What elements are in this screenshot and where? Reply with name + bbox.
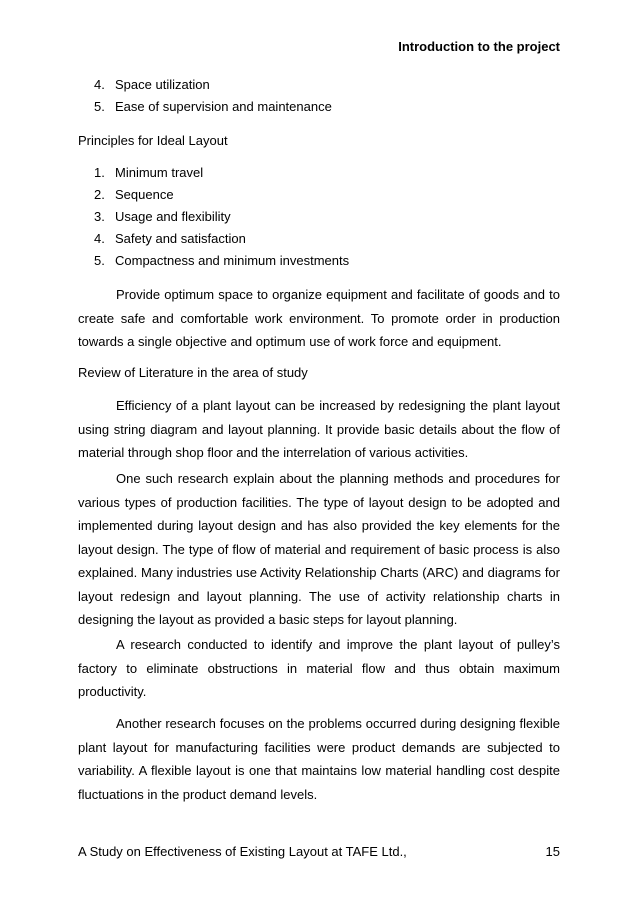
footer-title: A Study on Effectiveness of Existing Layout at TAFE Ltd., <box>78 844 407 859</box>
list-item-number: 1. <box>94 165 105 180</box>
list-item-text: Compactness and minimum investments <box>115 253 350 268</box>
list-item-number: 4. <box>94 231 105 246</box>
paragraph-optimum-space: Provide optimum space to organize equipment and facilitate of goods and to create safe and comfortable work environment. To promote order in production towards a single objective and optimum use of work force and equipment. <box>78 287 560 349</box>
list-item-number: 5. <box>94 99 105 114</box>
continued-list <box>94 74 332 118</box>
review-heading: Review of Literature in the area of study <box>78 365 308 380</box>
list-item-number: 2. <box>94 187 105 202</box>
list-item-text: Sequence <box>115 187 174 202</box>
paragraph-efficiency: Efficiency of a plant layout can be increased by redesigning the plant layout using string diagram and layout planning. It provide basic details about the flow of material through shop floor and the interrelation of various activities. <box>78 398 560 460</box>
list-item-number: 4. <box>94 77 105 92</box>
page-number: 15 <box>545 844 560 859</box>
list-item-number: 5. <box>94 253 105 268</box>
list-item <box>94 206 349 228</box>
list-item <box>94 250 349 272</box>
list-item <box>94 228 349 250</box>
principles-list <box>94 162 349 272</box>
list-item <box>94 74 332 96</box>
list-item-number: 3. <box>94 209 105 224</box>
paragraph-planning-methods: One such research explain about the planning methods and procedures for various types of production facilities. The type of layout design to be adopted and implemented during layout design and has also provided the key elements for the layout design. The type of flow of material and requirement of basic process is also explained. Many industries use Activity Relationship Charts (ARC) and diagrams for layout redesign and layout planning. The use of activity relationship charts in designing the layout as provided a basic steps for layout planning. <box>78 471 560 627</box>
list-item <box>94 162 349 184</box>
page-header: Introduction to the project <box>398 39 560 54</box>
principles-heading: Principles for Ideal Layout <box>78 133 228 148</box>
paragraph-flexible-layout: Another research focuses on the problems occurred during designing flexible plant layout for manufacturing facilities were product demands are subjected to variability. A flexible layout is one that maintains low material handling cost despite fluctuations in the product demand levels. <box>78 716 560 802</box>
paragraph-pulley-research: A research conducted to identify and improve the plant layout of pulley’s factory to eliminate obstructions in material flow and thus obtain maximum productivity. <box>78 637 560 699</box>
list-item <box>94 184 349 206</box>
list-item <box>94 96 332 118</box>
list-item-text: Space utilization <box>115 77 210 92</box>
list-item-text: Safety and satisfaction <box>115 231 246 246</box>
list-item-text: Usage and flexibility <box>115 209 231 224</box>
list-item-text: Ease of supervision and maintenance <box>115 99 332 114</box>
list-item-text: Minimum travel <box>115 165 204 180</box>
